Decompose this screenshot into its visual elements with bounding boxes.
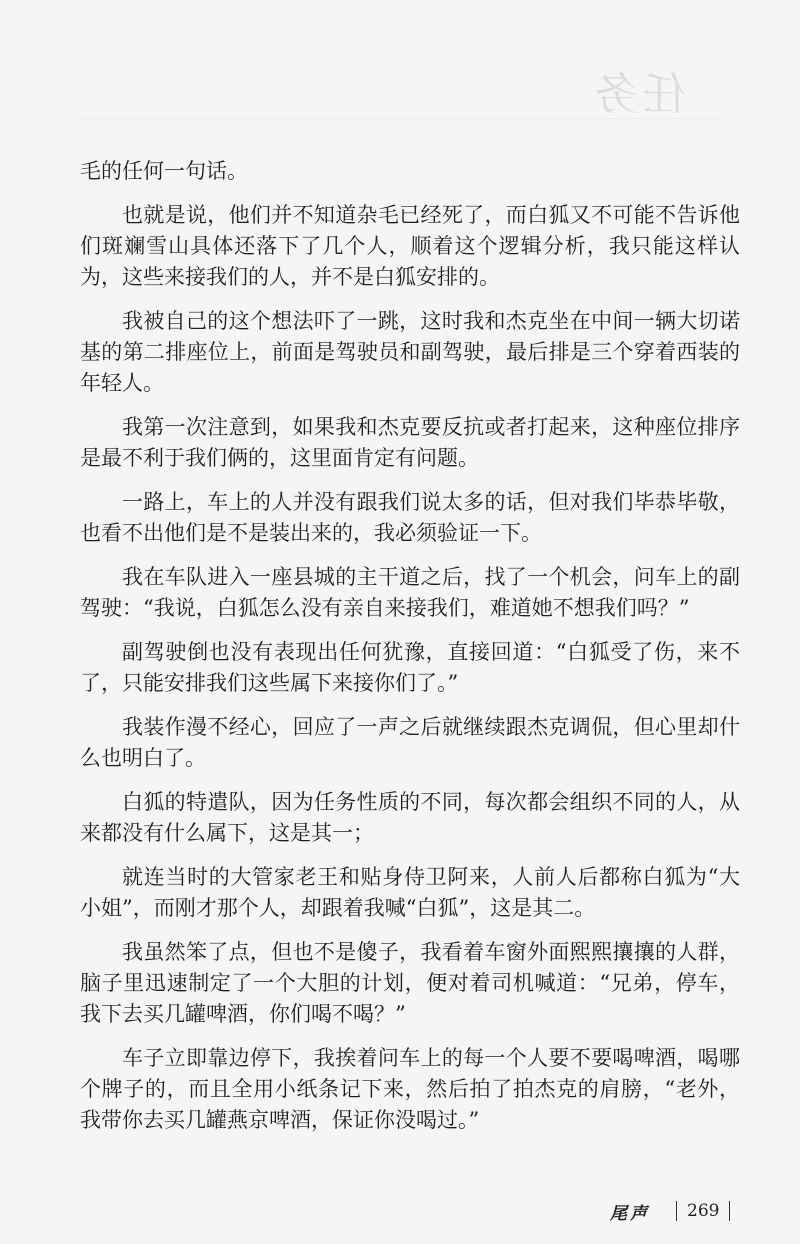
running-title: 尾声 <box>610 1203 650 1224</box>
paragraph-1: 毛的任何一句话。 <box>80 159 248 183</box>
reverse-side-rule <box>80 118 720 119</box>
page-footer <box>610 1196 730 1226</box>
paragraph-7: 副驾驶倒也没有表现出任何犹豫，直接回道：“白狐受了伤，来不了，只能安排我们这些属下来接你们了。” <box>80 640 740 695</box>
paragraph-3: 我被自己的这个想法吓了一跳，这时我和杰克坐在中间一辆大切诺基的第二排座位上，前面是驾驶员和副驾驶，最后排是三个穿着西装的年轻人。 <box>80 309 740 395</box>
paragraph-4: 我第一次注意到，如果我和杰克要反抗或者打起来，这种座位排序是最不利于我们俩的，这里面肯定有问题。 <box>80 415 740 470</box>
paragraph-5: 一路上，车上的人并没有跟我们说太多的话，但对我们毕恭毕敬，也看不出他们是不是装出来的，我必须验证一下。 <box>80 490 740 545</box>
paragraph-9: 白狐的特遣队，因为任务性质的不同，每次都会组织不同的人，从来都没有什么属下，这是其一； <box>80 790 740 845</box>
footer-divider-left <box>676 1201 677 1221</box>
reverse-side-bleed-through: 任务 <box>590 69 686 120</box>
body-text <box>80 156 740 1149</box>
paragraph-2: 也就是说，他们并不知道杂毛已经死了，而白狐又不可能不告诉他们斑斓雪山具体还落下了几个人，顺着这个逻辑分析，我只能这样认为，这些来接我们的人，并不是白狐安排的。 <box>80 203 740 289</box>
paragraph-11: 我虽然笨了点，但也不是傻子，我看着车窗外面熙熙攘攘的人群，脑子里迅速制定了一个大胆的计划，便对着司机喊道：“兄弟，停车，我下去买几罐啤酒，你们喝不喝？” <box>80 940 740 1026</box>
paragraph-10: 就连当时的大管家老王和贴身侍卫阿来，人前人后都称白狐为“大小姐”，而刚才那个人，却跟着我喊“白狐”，这是其二。 <box>80 865 740 920</box>
paragraph-6: 我在车队进入一座县城的主干道之后，找了一个机会，问车上的副驾驶：“我说，白狐怎么没有亲自来接我们，难道她不想我们吗？” <box>80 565 740 620</box>
paragraph-12: 车子立即靠边停下，我挨着问车上的每一个人要不要喝啤酒，喝哪个牌子的，而且全用小纸条记下来，然后拍了拍杰克的肩膀，“老外，我带你去买几罐燕京啤酒，保证你没喝过。” <box>80 1046 740 1132</box>
page-number: 269 <box>687 1201 720 1221</box>
paragraph-8: 我装作漫不经心，回应了一声之后就继续跟杰克调侃，但心里却什么也明白了。 <box>80 715 740 770</box>
footer-divider-right <box>729 1201 730 1221</box>
